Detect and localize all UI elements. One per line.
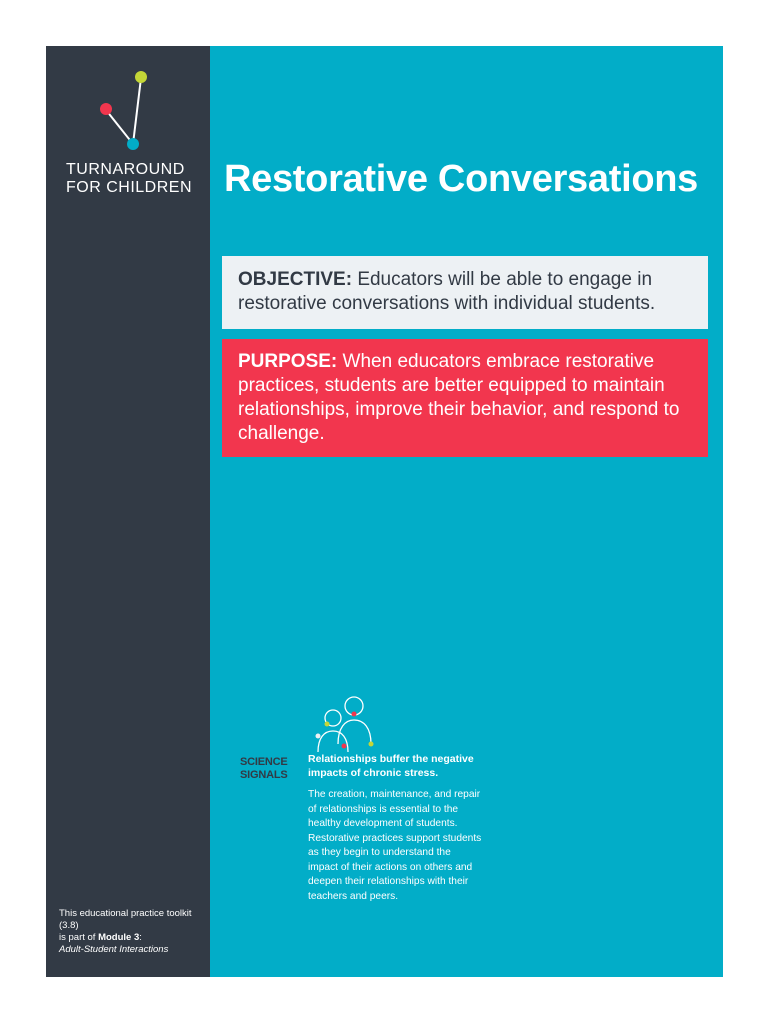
logo-mark-icon — [96, 66, 156, 156]
brand-line-1: TURNAROUND — [66, 161, 185, 178]
purpose-box — [222, 339, 708, 457]
footer-line-1: This educational practice toolkit (3.8) — [59, 908, 192, 931]
objective-label: OBJECTIVE: — [238, 269, 353, 290]
objective-box — [222, 256, 708, 329]
two-people-icon — [314, 694, 376, 754]
science-signals-label — [240, 756, 288, 782]
footer-subtitle: Adult-Student Interactions — [59, 944, 169, 955]
brand-line-2: FOR CHILDREN — [66, 179, 193, 196]
page-title: Restorative Conversations — [224, 158, 698, 200]
signals-label-line-2: SIGNALS — [240, 769, 288, 781]
footer-note — [59, 908, 199, 956]
footer-line-2 — [59, 932, 199, 944]
science-signals-headline: Relationships buffer the negative impacts of chronic stress. — [308, 753, 474, 779]
toolkit-cover-page — [46, 46, 723, 977]
purpose-text: When educators embrace restorative practices, students are better equipped to maintain relationships, improve their behavior, and respond to challenge. — [238, 351, 680, 444]
footer-module: Module 3 — [98, 932, 140, 943]
sidebar — [46, 46, 210, 977]
footer-prefix: is part of — [59, 932, 99, 943]
science-signals-body: The creation, maintenance, and repair of relationships is essential to the healthy development of students. Restorative practices support students as they begin to understand the impact of their actions on others and deepen their relationships with their teachers and peers. — [308, 789, 482, 902]
brand-logo-text — [66, 161, 192, 197]
objective-text: Educators will be able to engage in restorative conversations with individual students. — [238, 269, 656, 314]
signals-label-line-1: SCIENCE — [240, 756, 288, 768]
footer-suffix: : — [139, 932, 142, 943]
purpose-label: PURPOSE: — [238, 351, 338, 372]
